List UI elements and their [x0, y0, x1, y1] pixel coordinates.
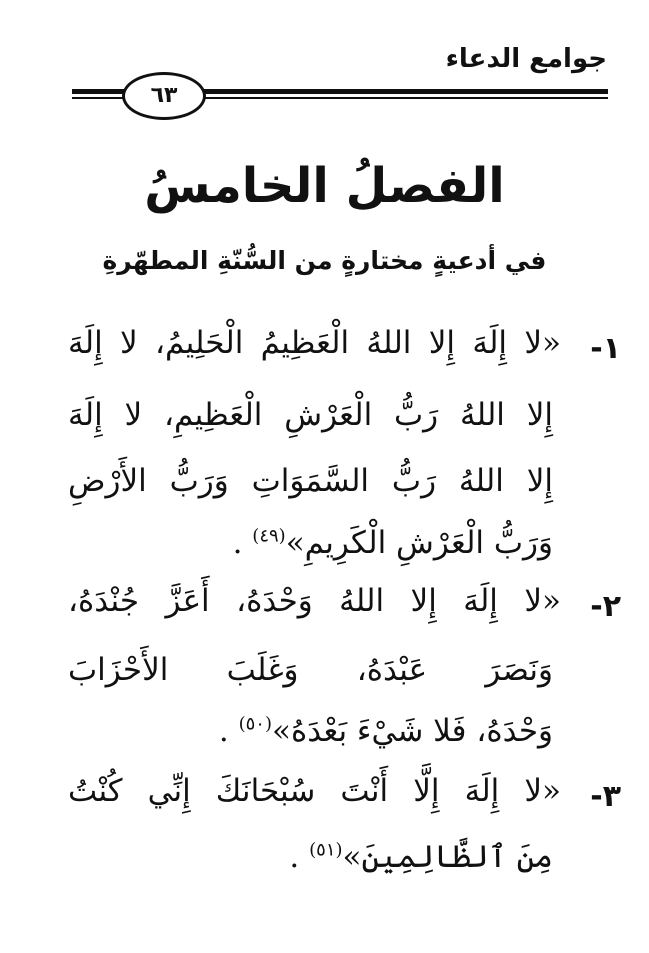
entry-number: ٣- — [590, 779, 621, 814]
entry-number: ٢- — [590, 589, 621, 624]
entry-line: مِنَ ٱلظَّالِمِينَ» — [342, 839, 553, 875]
entry-end-mark: . — [289, 839, 300, 875]
entry-number: ١- — [590, 331, 621, 366]
page-number: ٦٣ — [150, 83, 178, 108]
footnote-marker: (٤٩) — [252, 525, 286, 547]
entry-end-mark: . — [232, 525, 243, 561]
entry-line: «لا إِلَهَ إِلا اللهُ وَحْدَهُ، أَعَزَّ جُنْدَهُ، — [68, 583, 561, 619]
chapter-subtitle: في أدعيةٍ مختارةٍ من السُّنّةِ المطهّرةِ — [102, 246, 547, 275]
entry-line: إِلا اللهُ رَبُّ الْعَرْشِ الْعَظِيمِ، لا إِلَهَ — [68, 397, 553, 433]
entry-last-line — [232, 525, 553, 561]
entry-line: «لا إِلَهَ إِلا اللهُ الْعَظِيمُ الْحَلِيمُ، لا إِلَهَ — [68, 325, 561, 361]
entry-last-line — [289, 839, 553, 875]
entry-line: وَنَصَرَ عَبْدَهُ، وَغَلَبَ الأَحْزَابَ — [68, 652, 553, 688]
entry-line: «لا إِلَهَ إِلَّا أَنْتَ سُبْحَانَكَ إِنِّي كُنْتُ — [68, 773, 561, 809]
running-title: جوامع الدعاء — [445, 44, 607, 74]
entry-end-mark: . — [218, 713, 229, 749]
chapter-title: الفصلُ الخامسُ — [144, 158, 505, 214]
entry-line: إِلا اللهُ رَبُّ السَّمَوَاتِ وَرَبُّ الأَرْضِ — [68, 463, 553, 499]
footnote-marker: (٥٠) — [238, 713, 273, 735]
entry-last-line — [218, 713, 553, 749]
footnote-marker: (٥١) — [309, 839, 343, 861]
entry-line: وَحْدَهُ، فَلا شَيْءَ بَعْدَهُ» — [272, 713, 553, 749]
entry-line: وَرَبُّ الْعَرْشِ الْكَرِيمِ» — [285, 525, 553, 561]
